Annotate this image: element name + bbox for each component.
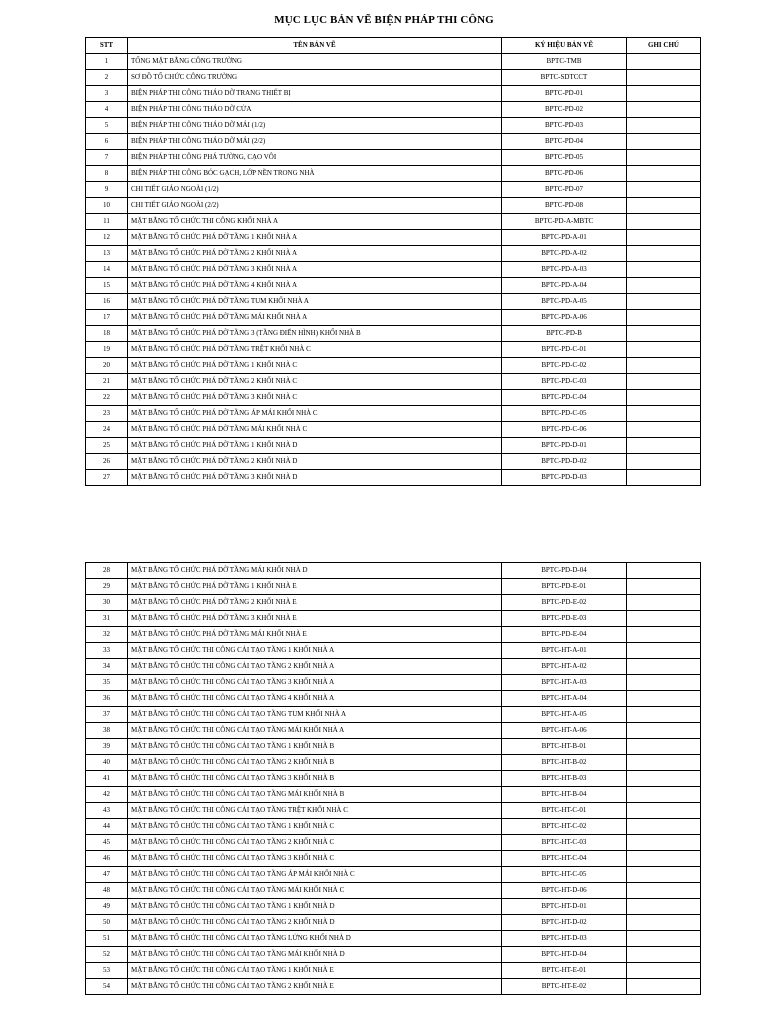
row-drawing-code: BPTC-HT-D-02 [502,915,627,931]
table-row [86,707,701,723]
row-drawing-code: BPTC-PD-A-04 [502,278,627,294]
row-note [627,262,701,278]
row-stt: 32 [86,627,128,643]
row-drawing-code: BPTC-PD-B [502,326,627,342]
row-drawing-name: BIỆN PHÁP THI CÔNG THÁO DỠ TRANG THIẾT BỊ [128,86,502,102]
table-row [86,230,701,246]
header-note: GHI CHÚ [627,38,701,54]
row-drawing-name: MẶT BẰNG TỔ CHỨC THI CÔNG CẢI TẠO TẦNG 2 KHỐI NHÀ B [128,755,502,771]
row-drawing-name: MẶT BẰNG TỔ CHỨC PHÁ DỠ TẦNG 2 KHỐI NHÀ D [128,454,502,470]
row-drawing-name: MẶT BẰNG TỔ CHỨC PHÁ DỠ TẦNG MÁI KHỐI NHÀ C [128,422,502,438]
row-note [627,851,701,867]
row-drawing-code: BPTC-TMB [502,54,627,70]
row-drawing-name: MẶT BẰNG TỔ CHỨC PHÁ DỠ TẦNG 4 KHỐI NHÀ A [128,278,502,294]
row-stt: 1 [86,54,128,70]
row-stt: 48 [86,883,128,899]
row-stt: 16 [86,294,128,310]
row-drawing-name: MẶT BẰNG TỔ CHỨC THI CÔNG CẢI TẠO TẦNG 1 KHỐI NHÀ B [128,739,502,755]
row-drawing-code: BPTC-HT-A-06 [502,723,627,739]
row-stt: 52 [86,947,128,963]
row-stt: 53 [86,963,128,979]
row-note [627,771,701,787]
row-stt: 45 [86,835,128,851]
row-stt: 41 [86,771,128,787]
row-drawing-code: BPTC-HT-E-01 [502,963,627,979]
row-drawing-name: MẶT BẰNG TỔ CHỨC THI CÔNG CẢI TẠO TẦNG 1 KHỐI NHÀ E [128,963,502,979]
row-stt: 29 [86,579,128,595]
table-row [86,627,701,643]
table-header-row [86,38,701,54]
row-drawing-name: MẶT BẰNG TỔ CHỨC PHÁ DỠ TẦNG 3 KHỐI NHÀ A [128,262,502,278]
row-drawing-code: BPTC-PD-A-05 [502,294,627,310]
row-note [627,675,701,691]
row-note [627,963,701,979]
row-drawing-code: BPTC-HT-A-04 [502,691,627,707]
row-drawing-name: MẶT BẰNG TỔ CHỨC PHÁ DỠ TẦNG MÁI KHỐI NHÀ A [128,310,502,326]
row-drawing-code: BPTC-PD-C-05 [502,406,627,422]
row-drawing-name: MẶT BẰNG TỔ CHỨC THI CÔNG CẢI TẠO TẦNG 1 KHỐI NHÀ D [128,899,502,915]
row-drawing-code: BPTC-HT-C-04 [502,851,627,867]
table-row [86,723,701,739]
table-row [86,739,701,755]
row-note [627,787,701,803]
table-row [86,915,701,931]
row-drawing-code: BPTC-HT-B-01 [502,739,627,755]
row-drawing-code: BPTC-PD-A-MBTC [502,214,627,230]
row-stt: 54 [86,979,128,995]
header-drawing-code: KÝ HIỆU BẢN VẼ [502,38,627,54]
row-drawing-name: MẶT BẰNG TỔ CHỨC PHÁ DỠ TẦNG ÁP MÁI KHỐI NHÀ C [128,406,502,422]
row-note [627,246,701,262]
row-note [627,803,701,819]
row-note [627,278,701,294]
row-drawing-name: MẶT BẰNG TỔ CHỨC THI CÔNG CẢI TẠO TẦNG TRỆT KHỐI NHÀ C [128,803,502,819]
row-drawing-code: BPTC-PD-E-01 [502,579,627,595]
table-row [86,835,701,851]
row-note [627,390,701,406]
table-row [86,454,701,470]
page-title: MỤC LỤC BẢN VẼ BIỆN PHÁP THI CÔNG [274,14,494,26]
row-note [627,214,701,230]
row-drawing-code: BPTC-HT-D-04 [502,947,627,963]
table-row [86,150,701,166]
row-drawing-name: MẶT BẰNG TỔ CHỨC THI CÔNG CẢI TẠO TẦNG 2 KHỐI NHÀ C [128,835,502,851]
row-drawing-code: BPTC-PD-A-06 [502,310,627,326]
row-drawing-code: BPTC-PD-E-02 [502,595,627,611]
row-note [627,454,701,470]
table-row [86,390,701,406]
row-stt: 22 [86,390,128,406]
table-row [86,438,701,454]
table-row [86,851,701,867]
row-stt: 12 [86,230,128,246]
row-note [627,739,701,755]
row-drawing-code: BPTC-HT-E-02 [502,979,627,995]
row-note [627,374,701,390]
row-stt: 23 [86,406,128,422]
row-drawing-code: BPTC-PD-A-03 [502,262,627,278]
row-note [627,835,701,851]
row-stt: 24 [86,422,128,438]
row-drawing-name: MẶT BẰNG TỔ CHỨC THI CÔNG CẢI TẠO TẦNG TUM KHỐI NHÀ A [128,707,502,723]
table-row [86,899,701,915]
row-drawing-name: MẶT BẰNG TỔ CHỨC THI CÔNG CẢI TẠO TẦNG MÁI KHỐI NHÀ D [128,947,502,963]
table-row [86,422,701,438]
row-drawing-name: MẶT BẰNG TỔ CHỨC THI CÔNG KHỐI NHÀ A [128,214,502,230]
row-drawing-code: BPTC-PD-01 [502,86,627,102]
row-drawing-name: BIỆN PHÁP THI CÔNG PHÁ TƯỜNG, CẠO VÔI [128,150,502,166]
row-note [627,134,701,150]
row-note [627,166,701,182]
row-drawing-name: MẶT BẰNG TỔ CHỨC THI CÔNG CẢI TẠO TẦNG MÁI KHỐI NHÀ B [128,787,502,803]
row-note [627,310,701,326]
row-stt: 2 [86,70,128,86]
row-note [627,867,701,883]
row-stt: 4 [86,102,128,118]
row-stt: 10 [86,198,128,214]
table-row [86,803,701,819]
row-drawing-name: MẶT BẰNG TỔ CHỨC PHÁ DỠ TẦNG MÁI KHỐI NHÀ D [128,563,502,579]
row-note [627,899,701,915]
row-drawing-code: BPTC-PD-D-01 [502,438,627,454]
row-stt: 36 [86,691,128,707]
table-row [86,659,701,675]
row-note [627,118,701,134]
row-drawing-code: BPTC-PD-A-02 [502,246,627,262]
table-row [86,819,701,835]
row-drawing-code: BPTC-HT-A-02 [502,659,627,675]
table-row [86,963,701,979]
row-drawing-code: BPTC-PD-03 [502,118,627,134]
row-note [627,579,701,595]
row-drawing-name: MẶT BẰNG TỔ CHỨC THI CÔNG CẢI TẠO TẦNG 2 KHỐI NHÀ E [128,979,502,995]
row-drawing-code: BPTC-PD-05 [502,150,627,166]
row-drawing-code: BPTC-PD-A-01 [502,230,627,246]
row-drawing-name: MẶT BẰNG TỔ CHỨC PHÁ DỠ TẦNG 3 KHỐI NHÀ D [128,470,502,486]
table-row [86,771,701,787]
row-note [627,70,701,86]
table-row [86,643,701,659]
row-stt: 5 [86,118,128,134]
row-stt: 9 [86,182,128,198]
table-row [86,326,701,342]
table-row [86,70,701,86]
row-note [627,931,701,947]
row-drawing-code: BPTC-HT-A-01 [502,643,627,659]
row-drawing-name: MẶT BẰNG TỔ CHỨC THI CÔNG CẢI TẠO TẦNG 2 KHỐI NHÀ D [128,915,502,931]
row-drawing-code: BPTC-HT-C-05 [502,867,627,883]
row-note [627,611,701,627]
row-drawing-name: MẶT BẰNG TỔ CHỨC PHÁ DỠ TẦNG 1 KHỐI NHÀ A [128,230,502,246]
row-note [627,326,701,342]
row-stt: 39 [86,739,128,755]
row-drawing-name: MẶT BẰNG TỔ CHỨC THI CÔNG CẢI TẠO TẦNG 1 KHỐI NHÀ A [128,643,502,659]
row-drawing-name: SƠ ĐỒ TỔ CHỨC CÔNG TRƯỜNG [128,70,502,86]
row-drawing-code: BPTC-PD-C-02 [502,358,627,374]
table-body-page1 [86,54,701,486]
row-note [627,358,701,374]
row-stt: 37 [86,707,128,723]
table-row [86,595,701,611]
row-drawing-name: TỔNG MẶT BẰNG CÔNG TRƯỜNG [128,54,502,70]
table-row [86,278,701,294]
table-row [86,294,701,310]
table-row [86,675,701,691]
row-drawing-name: MẶT BẰNG TỔ CHỨC THI CÔNG CẢI TẠO TẦNG 2 KHỐI NHÀ A [128,659,502,675]
row-drawing-code: BPTC-HT-B-04 [502,787,627,803]
table-row [86,134,701,150]
row-stt: 21 [86,374,128,390]
row-drawing-name: MẶT BẰNG TỔ CHỨC PHÁ DỠ TẦNG TRỆT KHỐI NHÀ C [128,342,502,358]
table-body-page2 [86,563,701,995]
row-note [627,406,701,422]
row-stt: 44 [86,819,128,835]
row-stt: 47 [86,867,128,883]
row-drawing-code: BPTC-SDTCCT [502,70,627,86]
row-note [627,883,701,899]
row-drawing-code: BPTC-PD-D-02 [502,454,627,470]
table-row [86,374,701,390]
table-row [86,86,701,102]
row-note [627,723,701,739]
row-stt: 42 [86,787,128,803]
row-note [627,150,701,166]
row-note [627,691,701,707]
row-stt: 25 [86,438,128,454]
row-drawing-name: MẶT BẰNG TỔ CHỨC PHÁ DỠ TẦNG 1 KHỐI NHÀ D [128,438,502,454]
row-drawing-name: MẶT BẰNG TỔ CHỨC THI CÔNG CẢI TẠO TẦNG 3 KHỐI NHÀ B [128,771,502,787]
row-drawing-name: MẶT BẰNG TỔ CHỨC THI CÔNG CẢI TẠO TẦNG 3 KHỐI NHÀ C [128,851,502,867]
row-drawing-code: BPTC-PD-C-06 [502,422,627,438]
row-note [627,102,701,118]
header-stt: STT [86,38,128,54]
table-row [86,947,701,963]
row-note [627,915,701,931]
row-note [627,438,701,454]
row-note [627,422,701,438]
row-drawing-code: BPTC-PD-E-04 [502,627,627,643]
row-drawing-code: BPTC-PD-D-04 [502,563,627,579]
row-drawing-code: BPTC-HT-C-03 [502,835,627,851]
table-row [86,755,701,771]
table-row [86,246,701,262]
row-drawing-code: BPTC-HT-D-03 [502,931,627,947]
table-row [86,54,701,70]
row-drawing-code: BPTC-PD-C-03 [502,374,627,390]
table-row [86,182,701,198]
row-drawing-code: BPTC-HT-C-01 [502,803,627,819]
row-drawing-name: MẶT BẰNG TỔ CHỨC PHÁ DỠ TẦNG 1 KHỐI NHÀ C [128,358,502,374]
row-note [627,947,701,963]
row-drawing-name: BIỆN PHÁP THI CÔNG THÁO DỠ MÁI (2/2) [128,134,502,150]
table-row [86,979,701,995]
row-drawing-name: CHI TIẾT GIÁO NGOÀI (1/2) [128,182,502,198]
row-note [627,86,701,102]
table-row [86,867,701,883]
row-stt: 34 [86,659,128,675]
row-note [627,595,701,611]
row-stt: 46 [86,851,128,867]
row-drawing-code: BPTC-HT-C-02 [502,819,627,835]
table-row [86,198,701,214]
row-stt: 11 [86,214,128,230]
row-drawing-code: BPTC-PD-04 [502,134,627,150]
row-note [627,54,701,70]
row-stt: 20 [86,358,128,374]
row-drawing-code: BPTC-PD-02 [502,102,627,118]
row-drawing-name: MẶT BẰNG TỔ CHỨC PHÁ DỠ TẦNG MÁI KHỐI NHÀ E [128,627,502,643]
row-drawing-name: MẶT BẰNG TỔ CHỨC PHÁ DỠ TẦNG 2 KHỐI NHÀ A [128,246,502,262]
row-drawing-name: MẶT BẰNG TỔ CHỨC PHÁ DỠ TẦNG 3 KHỐI NHÀ E [128,611,502,627]
row-drawing-name: BIỆN PHÁP THI CÔNG THÁO DỠ MÁI (1/2) [128,118,502,134]
table-row [86,358,701,374]
table-row [86,563,701,579]
row-drawing-code: BPTC-PD-D-03 [502,470,627,486]
row-stt: 51 [86,931,128,947]
table-row [86,470,701,486]
table-row [86,102,701,118]
row-drawing-name: MẶT BẰNG TỔ CHỨC THI CÔNG CẢI TẠO TẦNG MÁI KHỐI NHÀ C [128,883,502,899]
row-stt: 7 [86,150,128,166]
row-drawing-code: BPTC-PD-C-04 [502,390,627,406]
row-drawing-code: BPTC-HT-B-03 [502,771,627,787]
row-note [627,659,701,675]
row-note [627,707,701,723]
row-drawing-name: MẶT BẰNG TỔ CHỨC PHÁ DỠ TẦNG 3 KHỐI NHÀ C [128,390,502,406]
table-row [86,406,701,422]
row-note [627,342,701,358]
row-stt: 43 [86,803,128,819]
row-stt: 38 [86,723,128,739]
drawing-index-table [85,37,701,486]
header-drawing-name: TÊN BẢN VẼ [128,38,502,54]
row-note [627,755,701,771]
row-drawing-name: BIỆN PHÁP THI CÔNG BÓC GẠCH, LỚP NỀN TRONG NHÀ [128,166,502,182]
row-drawing-name: BIỆN PHÁP THI CÔNG THÁO DỠ CỬA [128,102,502,118]
row-drawing-code: BPTC-HT-D-01 [502,899,627,915]
row-stt: 50 [86,915,128,931]
row-drawing-name: MẶT BẰNG TỔ CHỨC PHÁ DỠ TẦNG TUM KHỐI NHÀ A [128,294,502,310]
row-stt: 26 [86,454,128,470]
row-drawing-code: BPTC-HT-A-03 [502,675,627,691]
row-drawing-name: MẶT BẰNG TỔ CHỨC THI CÔNG CẢI TẠO TẦNG 1 KHỐI NHÀ C [128,819,502,835]
table-row [86,691,701,707]
table-row [86,342,701,358]
row-stt: 28 [86,563,128,579]
table-row [86,118,701,134]
table-row [86,883,701,899]
row-note [627,198,701,214]
row-drawing-code: BPTC-PD-06 [502,166,627,182]
row-stt: 19 [86,342,128,358]
row-drawing-code: BPTC-HT-D-06 [502,883,627,899]
row-note [627,230,701,246]
row-drawing-name: MẶT BẰNG TỔ CHỨC PHÁ DỠ TẦNG 2 KHỐI NHÀ E [128,595,502,611]
row-note [627,563,701,579]
row-stt: 17 [86,310,128,326]
row-drawing-name: MẶT BẰNG TỔ CHỨC THI CÔNG CẢI TẠO TẦNG 4 KHỐI NHÀ A [128,691,502,707]
row-note [627,979,701,995]
row-stt: 31 [86,611,128,627]
row-drawing-name: MẶT BẰNG TỔ CHỨC PHÁ DỠ TẦNG 1 KHỐI NHÀ E [128,579,502,595]
row-stt: 15 [86,278,128,294]
row-drawing-code: BPTC-PD-08 [502,198,627,214]
table-row [86,166,701,182]
row-drawing-name: MẶT BẰNG TỔ CHỨC PHÁ DỠ TẦNG 2 KHỐI NHÀ C [128,374,502,390]
row-drawing-name: MẶT BẰNG TỔ CHỨC THI CÔNG CẢI TẠO TẦNG LỬNG KHỐI NHÀ D [128,931,502,947]
row-note [627,643,701,659]
table-row [86,310,701,326]
row-stt: 3 [86,86,128,102]
row-drawing-name: MẶT BẰNG TỔ CHỨC THI CÔNG CẢI TẠO TẦNG 3 KHỐI NHÀ A [128,675,502,691]
table-row [86,611,701,627]
row-drawing-code: BPTC-HT-A-05 [502,707,627,723]
row-drawing-code: BPTC-PD-E-03 [502,611,627,627]
row-drawing-name: MẶT BẰNG TỔ CHỨC THI CÔNG CẢI TẠO TẦNG ÁP MÁI KHỐI NHÀ C [128,867,502,883]
row-drawing-code: BPTC-HT-B-02 [502,755,627,771]
row-drawing-name: CHI TIẾT GIÁO NGOÀI (2/2) [128,198,502,214]
row-stt: 6 [86,134,128,150]
table-row [86,214,701,230]
table-row [86,787,701,803]
table-row [86,579,701,595]
row-note [627,627,701,643]
row-stt: 8 [86,166,128,182]
row-stt: 18 [86,326,128,342]
row-note [627,294,701,310]
row-stt: 13 [86,246,128,262]
row-stt: 35 [86,675,128,691]
row-stt: 30 [86,595,128,611]
row-drawing-name: MẶT BẰNG TỔ CHỨC THI CÔNG CẢI TẠO TẦNG MÁI KHỐI NHÀ A [128,723,502,739]
row-note [627,182,701,198]
row-stt: 49 [86,899,128,915]
row-note [627,819,701,835]
row-note [627,470,701,486]
row-drawing-code: BPTC-PD-C-01 [502,342,627,358]
table-row [86,262,701,278]
row-stt: 40 [86,755,128,771]
row-stt: 27 [86,470,128,486]
row-drawing-code: BPTC-PD-07 [502,182,627,198]
drawing-index-table-continued [85,562,701,995]
row-drawing-name: MẶT BẰNG TỔ CHỨC PHÁ DỠ TẦNG 3 (TẦNG ĐIỂN HÌNH) KHỐI NHÀ B [128,326,502,342]
row-stt: 14 [86,262,128,278]
table-row [86,931,701,947]
row-stt: 33 [86,643,128,659]
